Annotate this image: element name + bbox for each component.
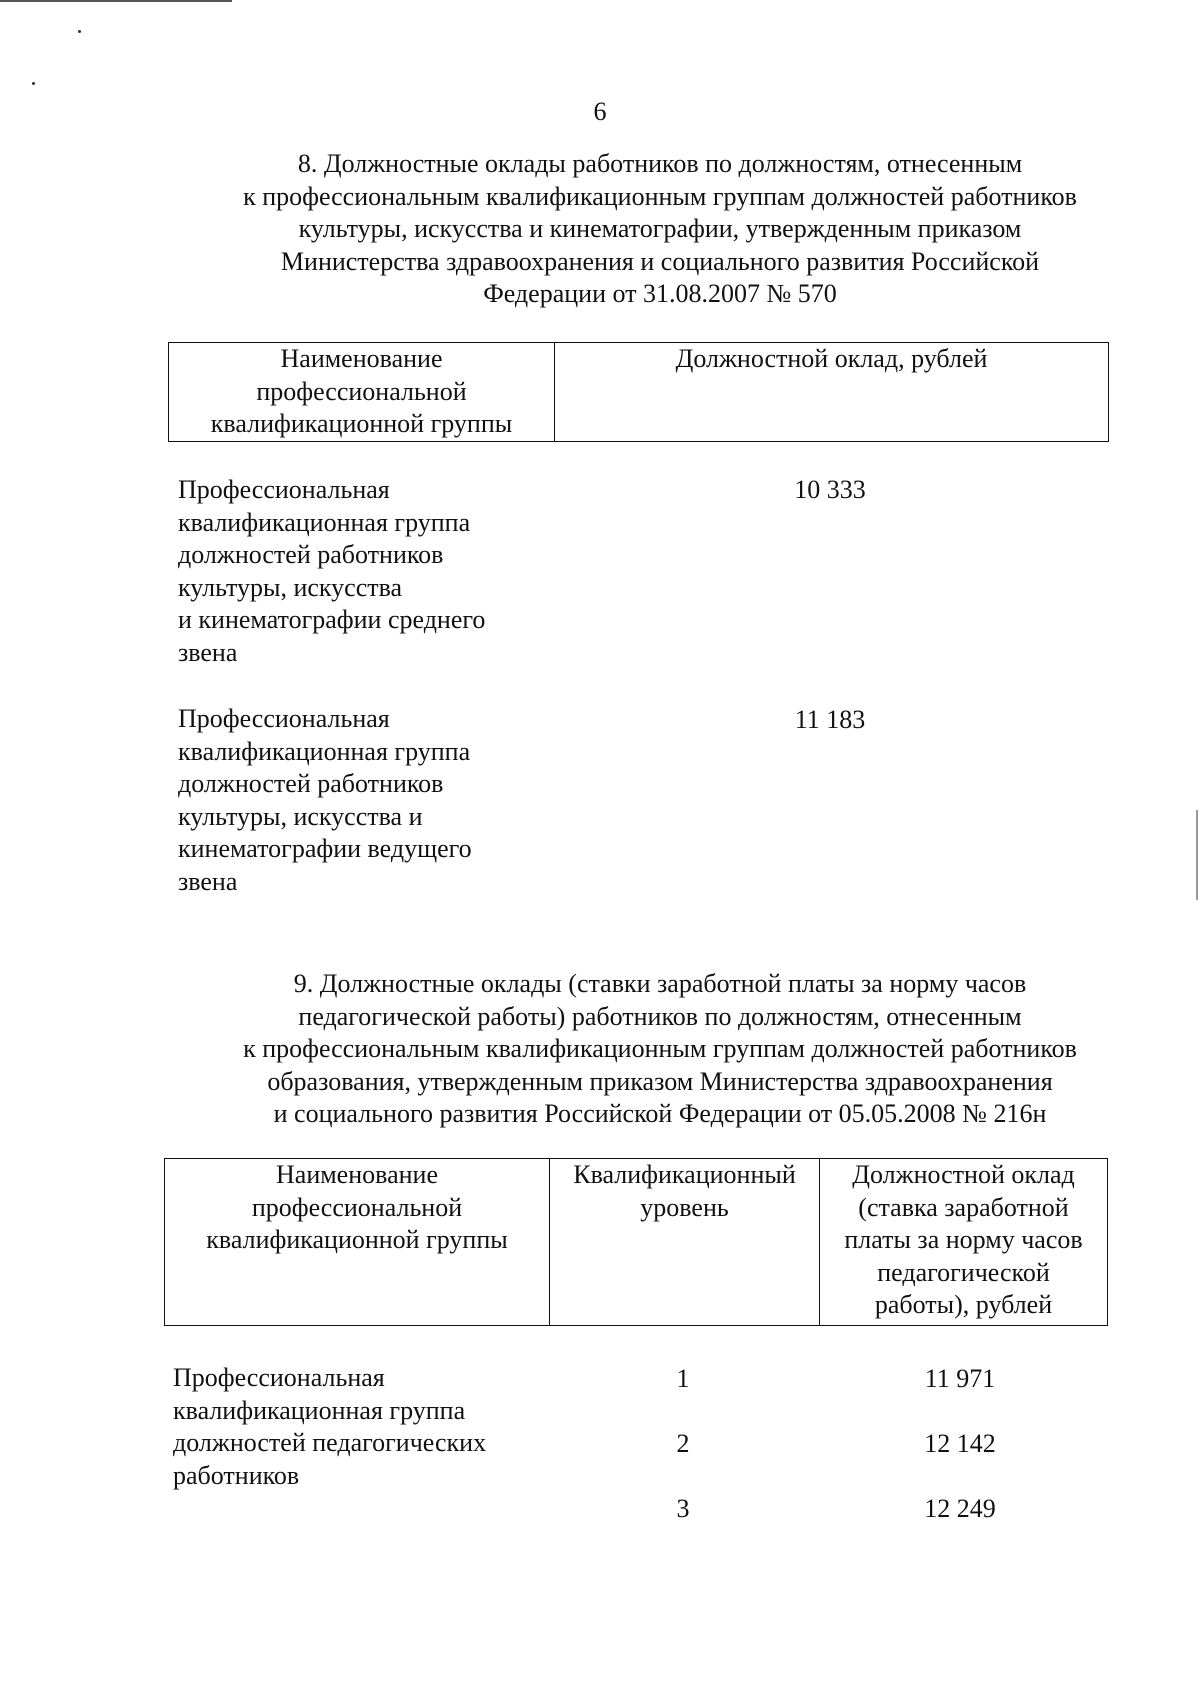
qualification-level: 1 xyxy=(676,1364,690,1393)
cell-line: кинематографии ведущего xyxy=(178,834,472,863)
scan-edge-mark xyxy=(1196,810,1198,900)
header-line: Наименование xyxy=(280,344,443,373)
header-line: педагогической xyxy=(877,1257,1050,1287)
cell-line: квалификационная группа xyxy=(178,736,471,766)
heading-line: 9. Должностные оклады (ставки заработной платы за норму часов xyxy=(293,969,1027,998)
scan-speck xyxy=(78,30,81,33)
salary-value: 12 249 xyxy=(924,1494,996,1523)
page-number: 6 xyxy=(593,97,607,126)
heading-line: Федерации от 31.08.2007 № 570 xyxy=(483,279,837,308)
header-line: профессиональной xyxy=(256,376,467,406)
qualification-level: 3 xyxy=(676,1494,690,1523)
section-9-table-header xyxy=(164,1158,1108,1326)
heading-line: культуры, искусства и кинематографии, утвержденным приказом xyxy=(298,214,1022,243)
header-group-name xyxy=(169,343,555,441)
scan-speck xyxy=(32,82,35,85)
cell-line: квалификационная группа xyxy=(173,1395,466,1425)
cell-line: звена xyxy=(178,866,238,896)
heading-line: педагогической работы) работников по должностям, отнесенным xyxy=(298,1001,1022,1031)
qualification-level: 2 xyxy=(676,1429,690,1458)
cell-line: Профессиональная xyxy=(178,475,390,504)
section-8-heading xyxy=(180,148,1140,311)
salary-value: 10 333 xyxy=(794,475,866,504)
section-9-heading xyxy=(170,968,1150,1131)
header-group-name xyxy=(165,1159,550,1325)
header-salary-rate xyxy=(820,1159,1107,1325)
header-line: Квалификационный xyxy=(573,1160,796,1189)
cell-line: Профессиональная xyxy=(173,1363,385,1392)
header-line: платы за норму часов xyxy=(844,1225,1083,1254)
scan-edge-line xyxy=(0,0,232,2)
header-line: (ставка заработной xyxy=(858,1192,1069,1222)
header-line: профессиональной xyxy=(251,1192,463,1222)
header-line: уровень xyxy=(640,1192,729,1222)
heading-line: Министерства здравоохранения и социального развития Российской xyxy=(280,246,1040,276)
header-salary xyxy=(555,343,1108,441)
heading-line: 8. Должностные оклады работников по должностям, отнесенным xyxy=(297,149,1023,178)
header-line: работы), рублей xyxy=(874,1290,1053,1319)
cell-line: и кинематографии среднего xyxy=(178,605,486,634)
cell-line: должностей работников xyxy=(178,769,444,798)
section-8-table-header xyxy=(168,342,1109,442)
cell-line: работников xyxy=(173,1460,300,1490)
table-row-group-name xyxy=(173,1362,486,1492)
header-line: Должностной оклад xyxy=(852,1160,1075,1189)
salary-value: 12 142 xyxy=(924,1429,996,1458)
header-line: Наименование xyxy=(276,1160,438,1189)
cell-line: Профессиональная xyxy=(178,704,390,733)
cell-line: культуры, искусства xyxy=(178,572,403,602)
cell-line: звена xyxy=(178,637,238,667)
salary-value: 11 971 xyxy=(924,1364,996,1393)
cell-line: должностей работников xyxy=(178,540,444,569)
table-row-group-name xyxy=(178,703,472,898)
header-line: квалификационной группы xyxy=(206,1225,508,1254)
table-row-group-name xyxy=(178,474,485,669)
heading-line: образования, утвержденным приказом Министерства здравоохранения xyxy=(267,1066,1053,1096)
header-line: Должностной оклад, рублей xyxy=(675,344,988,373)
salary-value: 11 183 xyxy=(794,705,866,734)
cell-line: должностей педагогических xyxy=(173,1428,487,1457)
header-qualification-level xyxy=(550,1159,820,1325)
cell-line: культуры, искусства и xyxy=(178,801,423,831)
heading-line: к профессиональным квалификационным группам должностей работников xyxy=(243,181,1077,211)
cell-line: квалификационная группа xyxy=(178,507,471,537)
heading-line: и социального развития Российской Федерации от 05.05.2008 № 216н xyxy=(273,1099,1047,1128)
header-line: квалификационной группы xyxy=(210,409,513,438)
heading-line: к профессиональным квалификационным группам должностей работников xyxy=(243,1034,1077,1063)
